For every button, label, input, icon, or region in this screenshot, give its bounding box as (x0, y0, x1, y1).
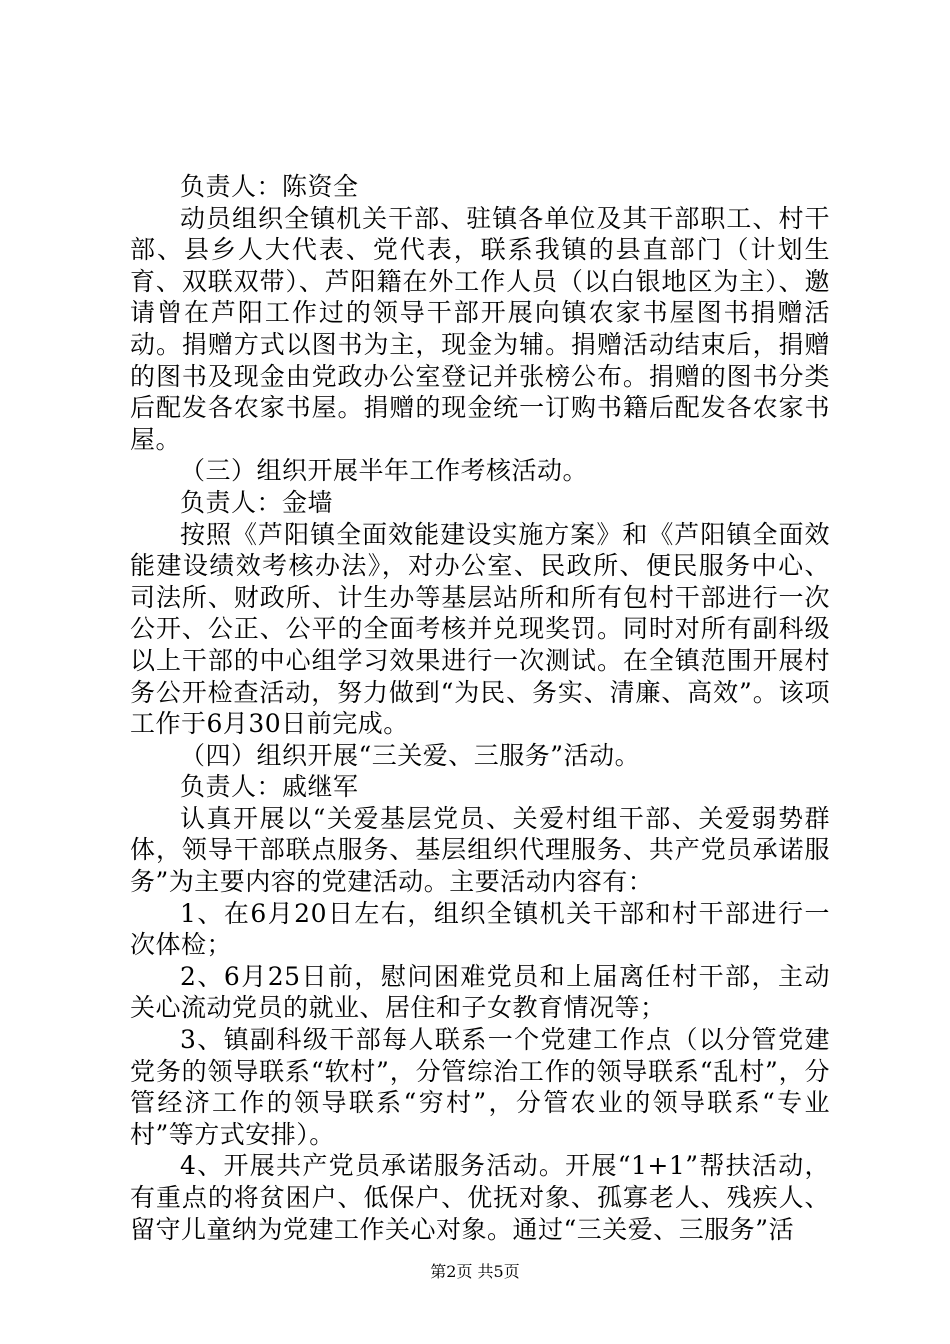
document-body (130, 171, 830, 1245)
paragraph-book-donation: 动员组织全镇机关干部、驻镇各单位及其干部职工、村干部、县乡人大代表、党代表，联系我镇的县直部门（计划生育、双联双带）、芦阳籍在外工作人员（以白银地区为主）、邀请曾在芦阳工作过的领导干部开展向镇农家书屋图书捐赠活动。捐赠方式以图书为主，现金为辅。捐赠活动结束后，捐赠的图书及现金由党政办公室登记并张榜公布。捐赠的图书分类后配发各农家书屋。捐赠的现金统一订购书籍后配发各农家书屋。 (130, 203, 830, 454)
paragraph-assessment: 按照《芦阳镇全面效能建设实施方案》和《芦阳镇全面效能建设绩效考核办法》，对办公室、民政所、便民服务中心、司法所、财政所、计生办等基层站所和所有包村干部进行一次公开、公正、公平的全面考核并兑现奖罚。同时对所有副科级以上干部的中心组学习效果进行一次测试。在全镇范围开展村务公开检查活动，努力做到“为民、务实、清廉、高效”。该项工作于6月30日前完成。 (130, 519, 830, 739)
list-item-2: 2、6月25日前，慰问困难党员和上届离任村干部，主动关心流动党员的就业、居住和子女教育情况等； (130, 961, 830, 1023)
paragraph-responsible-1: 负责人：陈资全 (180, 172, 359, 201)
page-footer: 第2页 共5页 (430, 1262, 520, 1281)
list-item-3: 3、镇副科级干部每人联系一个党建工作点（以分管党建党务的领导联系“软村”，分管综治工作的领导联系“乱村”，分管经济工作的领导联系“穷村”，分管农业的领导联系“专业村”等方式安排）。 (130, 1025, 830, 1149)
paragraph-party-building: 认真开展以“关爱基层党员、关爱村组干部、关爱弱势群体，领导干部联点服务、基层组织代理服务、共产党员承诺服务”为主要内容的党建活动。主要活动内容有： (130, 803, 830, 897)
list-item-1: 1、在6月20日左右，组织全镇机关干部和村干部进行一次体检； (130, 898, 830, 960)
paragraph-responsible-3: 负责人：戚继军 (180, 772, 359, 802)
section-heading-4: （四）组织开展“三关爱、三服务”活动。 (180, 740, 641, 770)
paragraph-responsible-2: 负责人：金墙 (180, 487, 334, 517)
list-item-4: 4、开展共产党员承诺服务活动。开展“1+1”帮扶活动，有重点的将贫困户、低保户、优抚对象、孤寡老人、残疾人、留守儿童纳为党建工作关心对象。通过“三关爱、三服务”活 (130, 1151, 830, 1244)
section-heading-3: （三）组织开展半年工作考核活动。 (180, 456, 589, 486)
